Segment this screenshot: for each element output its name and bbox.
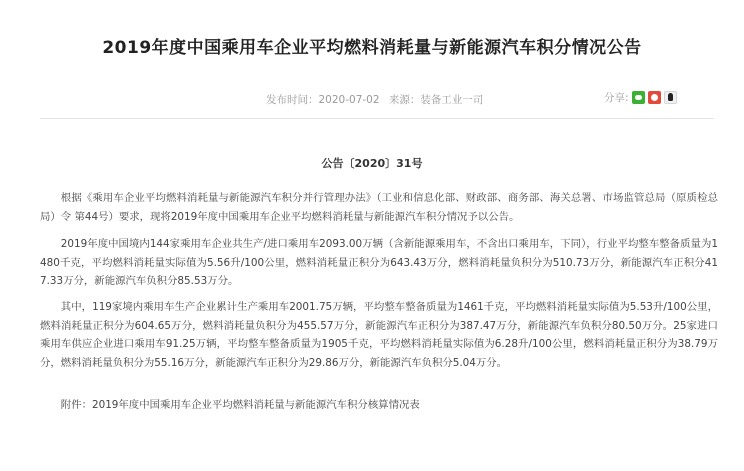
- document-number: 公告〔2020〕31号: [321, 157, 423, 170]
- paragraph-breakdown: 其中，119家境内乘用车生产企业累计生产乘用车2001.75万辆，平均整车整备质量为1461千克，平均燃料消耗量实际值为5.53升/100公里，燃料消耗量正积分为604.65万分，燃料消耗量负积分为455.57万分，新能源汽车正积分为387.47万分，新能源汽车负积分80.50万分。25家进口乘用车供应企业进口乘用车91.25万辆，平均整车整备质量为1905千克，平均燃料消耗量实际值为6.28升/100公里，燃料消耗量正积分为38.79万分，燃料消耗量负积分为55.16万分，新能源汽车正积分为29.86万分，新能源汽车负积分5.04万分。: [40, 301, 718, 369]
- wechat-icon[interactable]: [632, 91, 645, 104]
- paragraph-industry-summary: 2019年度中国境内144家乘用车企业共生产/进口乘用车2093.00万辆（含新能源乘用车，不含出口乘用车，下同），行业平均整车整备质量为1480千克，平均燃料消耗量实际值为5.56升/100公里，燃料消耗量正积分为643.43万分，燃料消耗量负积分为510.73万分，新能源汽车正积分417.33万分，新能源汽车负积分85.53万分。: [40, 238, 718, 287]
- share-label: 分享:: [604, 92, 629, 104]
- qq-icon[interactable]: [664, 91, 677, 104]
- source: 来源：装备工业一司: [388, 94, 484, 106]
- share-bar: [604, 90, 677, 105]
- article-meta: [266, 92, 489, 107]
- paragraph-intro: 根据《乘用车企业平均燃料消耗量与新能源汽车积分并行管理办法》（工业和信息化部、财政部、商务部、海关总署、市场监管总局（原质检总局）令 第44号）要求，现将2019年度中国乘用车企业平均燃料消耗量与新能源汽车积分情况予以公告。: [40, 192, 718, 223]
- header-divider: [40, 118, 714, 119]
- attachment-link[interactable]: 附件：2019年度中国乘用车企业平均燃料消耗量与新能源汽车积分核算情况表: [60, 399, 420, 411]
- page-title: 2019年度中国乘用车企业平均燃料消耗量与新能源汽车积分情况公告: [102, 38, 642, 58]
- weibo-icon[interactable]: [648, 91, 661, 104]
- publish-time: 发布时间：2020-07-02: [266, 94, 380, 106]
